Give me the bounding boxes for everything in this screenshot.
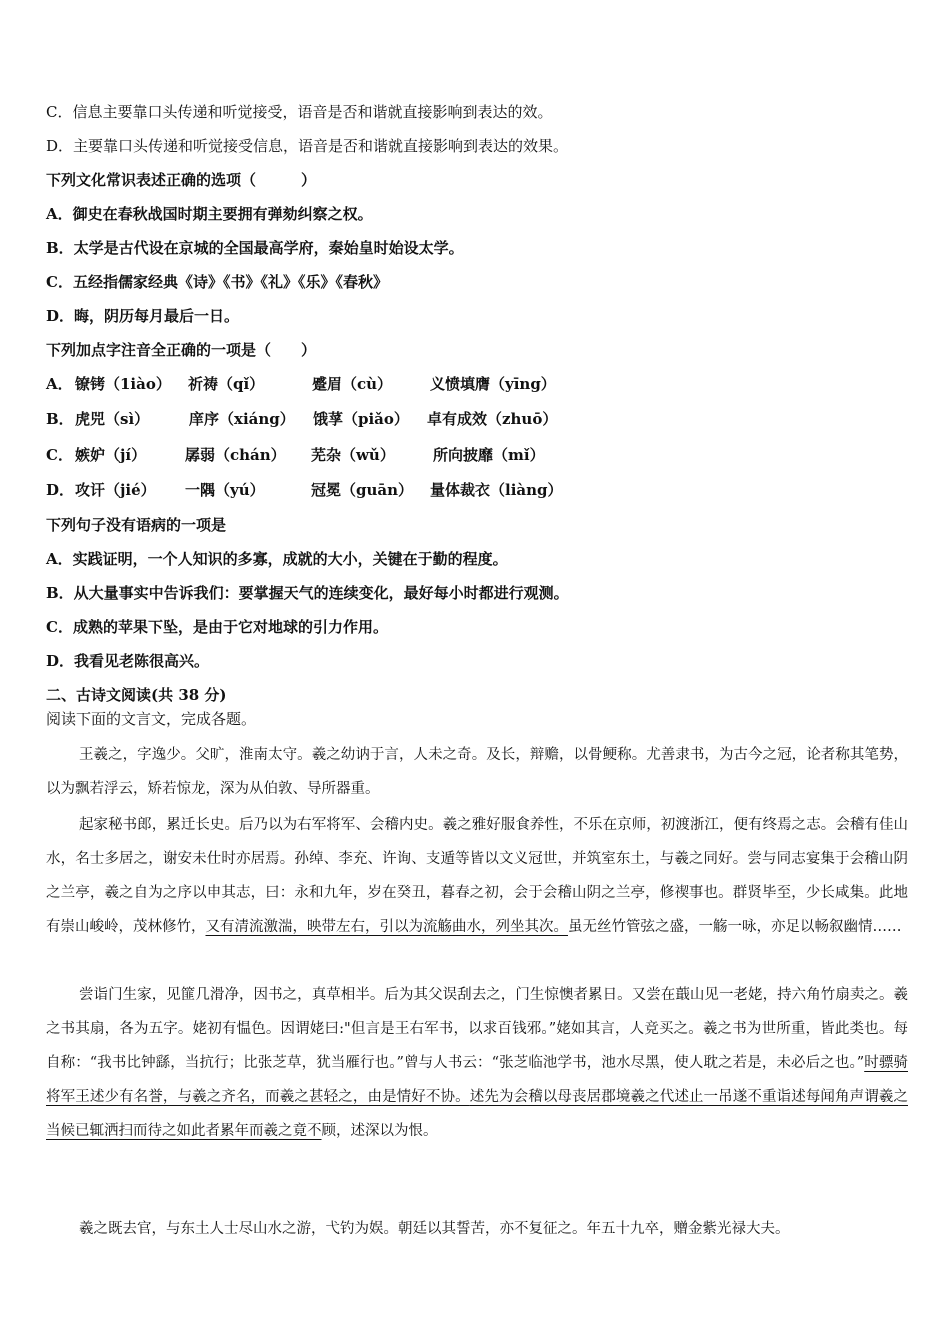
pinyin-item: 芜杂（wǔ） bbox=[311, 446, 395, 464]
passage-paragraph-2 bbox=[46, 808, 908, 980]
culture-option-c: C．五经指儒家经典《诗》《书》《礼》《乐》《春秋》 bbox=[46, 273, 388, 291]
pinyin-option-d bbox=[46, 479, 916, 501]
unpunctuated-passage: 述先为会稽以母丧居郡境羲之代述止一吊遂不重诣述每闻角声谓羲之当候已辄洒扫而待之如此者累年而羲之竟不 bbox=[46, 1089, 908, 1139]
grammar-option-c: C．成熟的苹果下坠，是由于它对地球的引力作用。 bbox=[46, 618, 388, 636]
grammar-question-stem: 下列句子没有语病的一项是 bbox=[46, 516, 227, 534]
underlined-sentence-2: 时骠骑将军王述少有名誉，与羲之齐名，而羲之甚轻之，由是情好不协。 bbox=[46, 1055, 908, 1105]
grammar-option-b: B．从大量事实中告诉我们：要掌握天气的连续变化，最好每小时都进行观测。 bbox=[46, 584, 569, 602]
pinyin-item: 虎兕（sì） bbox=[75, 410, 150, 428]
option-label: A． bbox=[46, 375, 73, 393]
pinyin-item: 义愤填膺（yīng） bbox=[430, 375, 556, 393]
pinyin-option-c bbox=[46, 444, 916, 466]
pinyin-question-stem: 下列加点字注音全正确的一项是（ ） bbox=[46, 341, 317, 359]
pinyin-item: 饿莩（piǎo） bbox=[313, 410, 409, 428]
pinyin-item: 祈祷（qǐ） bbox=[188, 375, 265, 393]
prev-option-d: D．主要靠口头传递和听觉接受信息，语音是否和谐就直接影响到表达的效果。 bbox=[46, 137, 569, 155]
section-instruction: 阅读下面的文言文，完成各题。 bbox=[46, 710, 257, 728]
culture-option-d: D．晦，阴历每月最后一日。 bbox=[46, 307, 240, 325]
passage-text: 起家秘书郎，累迁长史。后乃以为右军将军、会稽内史。羲之雅好服食养性，不乐在京师，初渡浙江，便有终焉之志。会稽有佳山水，名士多居之，谢安未仕时亦居焉。孙绰、李充、许询、支遁等皆以文义冠世，并筑室东土，与羲之同好。尝与同志宴集于会稽山阴之兰亭，羲之自为之序以申其志，曰：永和九年，岁在癸丑，暮春之初，会于会稽山阴之兰亭，修禊事也。群贤毕至，少长咸集。此地有崇山峻岭，茂林修竹， bbox=[46, 817, 908, 935]
prev-option-c: C．信息主要靠口头传递和听觉接受，语音是否和谐就直接影响到表达的效。 bbox=[46, 103, 553, 121]
pinyin-item: 所向披靡（mǐ） bbox=[433, 446, 545, 464]
pinyin-item: 孱弱（chán） bbox=[185, 446, 286, 464]
culture-question-stem: 下列文化常识表述正确的选项（ ） bbox=[46, 171, 317, 189]
pinyin-item: 攻讦（jié） bbox=[75, 481, 156, 499]
passage-paragraph-3 bbox=[46, 978, 908, 1218]
option-label: C． bbox=[46, 446, 73, 464]
pinyin-item: 镣铐（1iào） bbox=[75, 375, 171, 393]
culture-option-b: B．太学是古代设在京城的全国最高学府，秦始皇时始设太学。 bbox=[46, 239, 464, 257]
pinyin-item: 嫉妒（jí） bbox=[75, 446, 147, 464]
passage-text: 顾，述深以为恨。 bbox=[321, 1123, 438, 1139]
pinyin-item: 蹙眉（cù） bbox=[312, 375, 393, 393]
passage-text: 尝诣门生家，见篚几滑净，因书之，真草相半。后为其父误刮去之，门生惊懊者累日。又尝在蕺山见一老姥，持六角竹扇卖之。羲之书其扇，各为五字。姥初有愠色。因谓姥曰:"但言是王右军书，以求百钱邪。”姥如其言，人竞买之。羲之书为世所重，皆此类也。每自称：“我书比钟繇，当抗行；比张芝草，犹当雁行也。”曾与人书云：“张芝临池学书，池水尽黑，使人耽之若是，未必后之也。” bbox=[46, 987, 908, 1071]
underlined-sentence-1: 又有清流激湍，映带左右，引以为流觞曲水，列坐其次。 bbox=[205, 919, 568, 935]
passage-paragraph-1: 王羲之，字逸少。父旷，淮南太守。羲之幼讷于言，人未之奇。及长，辩赡，以骨鲠称。尤善隶书，为古今之冠，论者称其笔势，以为飘若浮云，矫若惊龙，深为从伯敦、导所器重。 bbox=[46, 747, 908, 797]
pinyin-option-a bbox=[46, 373, 916, 395]
grammar-option-d: D．我看见老陈很高兴。 bbox=[46, 652, 210, 670]
grammar-option-a: A．实践证明，一个人知识的多寡，成就的大小，关键在于勤的程度。 bbox=[46, 550, 508, 568]
passage-text: 虽无丝竹管弦之盛，一觞一咏，亦足以畅叙幽情…… bbox=[568, 919, 902, 935]
pinyin-item: 庠序（xiáng） bbox=[189, 410, 295, 428]
culture-option-a: A．御史在春秋战国时期主要拥有弹劾纠察之权。 bbox=[46, 205, 373, 223]
passage-paragraph-4: 羲之既去官，与东土人士尽山水之游，弋钓为娱。朝廷以其誓苦，亦不复征之。年五十九卒，赠金紫光禄大夫。 bbox=[79, 1221, 790, 1237]
pinyin-item: 卓有成效（zhuō） bbox=[427, 410, 558, 428]
pinyin-item: 一隅（yú） bbox=[185, 481, 265, 499]
option-label: D． bbox=[46, 481, 75, 499]
pinyin-item: 冠冕（guān） bbox=[311, 481, 414, 499]
pinyin-option-b bbox=[46, 408, 916, 430]
option-label: B． bbox=[46, 410, 74, 428]
section-title: 二、古诗文阅读(共 38 分) bbox=[46, 686, 227, 704]
pinyin-item: 量体裁衣（liàng） bbox=[430, 481, 563, 499]
